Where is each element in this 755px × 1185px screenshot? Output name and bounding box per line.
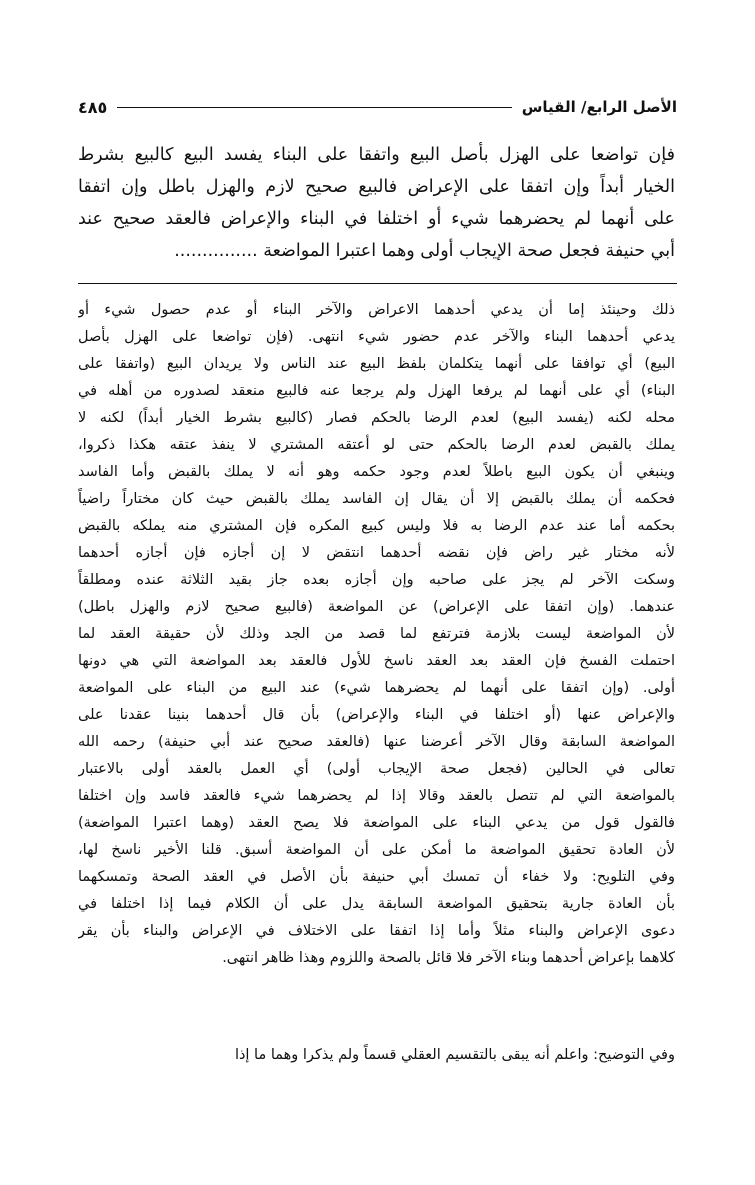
commentary-line: بحكمه أما عند عدم الرضا به فلا وليس كبيع المكره فإن المشتري منه يملكه بالقبض bbox=[78, 518, 675, 534]
commentary-line: ذلك وحينئذ إما أن يدعي أحدهما الاعراض والآخر البناء أو عدم حصول شيء أو bbox=[78, 302, 675, 318]
commentary-line: بالمواضعة التي لم تتصل بالعقد وقالا إذا لم يحضرهما شيء فالعقد فاسد وإن اختلفا bbox=[78, 788, 675, 804]
commentary-line: البناء) أي على أنهما لم يرفعا الهزل ولم يرجعا عنه فالبيع منعقد لصدوره من أهله في bbox=[78, 383, 675, 399]
commentary-line: تعالى في الحالين (فجعل صحة الإيجاب أولى) أي العمل بالعقد أولى بالاعتبار bbox=[78, 761, 675, 777]
commentary-line: يملك بالقبض لعدم الرضا بالحكم حتى لو أعتقه المشتري لا ينفذ عتقه هكذا ذكروا، bbox=[78, 437, 675, 453]
page-number: ٤٨٥ bbox=[78, 97, 108, 117]
running-title: الأصل الرابع/ القياس bbox=[521, 98, 677, 116]
commentary-line: البيع) أي توافقا على أنهما يتكلمان بلفظ البيع عند الناس ولا يريدان البيع (واتفقا على bbox=[78, 356, 675, 372]
commentary-line: فحكمه أن يملك بالقبض إلا أن يقال إن الفاسد يملك بالقبض حيث كان مختاراً راضياً bbox=[78, 491, 675, 507]
commentary-line: كلاهما بإعراض أحدهما وبناء الآخر فلا قائل بالصحة واللزوم وهذا ظاهر انتهى. bbox=[222, 950, 675, 966]
commentary-line: وينبغي أن يكون البيع باطلاً لعدم وجود حكمه وهو أنه لا يملك بالقبض وأما الفاسد bbox=[78, 464, 675, 480]
commentary-line: وسكت الآخر لم يجز على صاحبه وإن أجازه بعده جاز بقيد الثلاثة عنده ومطلقاً bbox=[78, 572, 675, 588]
commentary-line: لأن المواضعة ليست بلازمة فترتفع لما قصد من الجد وذلك لأن حقيقة العقد لما bbox=[78, 626, 675, 642]
commentary-line: لأن العادة تحقيق المواضعة ما أمكن على أن المواضعة أسبق. قلنا الأخير ناسخ لها، bbox=[78, 842, 675, 858]
main-text-line: فإن تواضعا على الهزل بأصل البيع واتفقا على البناء يفسد البيع كالبيع بشرط bbox=[78, 145, 675, 165]
commentary-line: وفي التلويح: ولا خفاء أن تمسك أبي حنيفة بأن الأصل في العقد الصحة وتمسكهما bbox=[78, 869, 675, 885]
commentary-line: وفي التوضيح: واعلم أنه يبقى بالتقسيم العقلي قسماً ولم يذكرا وهما ما إذا bbox=[234, 1047, 675, 1063]
commentary-line: أولى. (وإن اتفقا على أنهما لم يحضرهما شيء) عند البيع من البناء على المواضعة bbox=[78, 680, 675, 696]
main-text-line: الخيار أبداً وإن اتفقا على الإعراض فالبيع صحيح لازم والهزل باطل وإن اتفقا bbox=[78, 177, 675, 197]
page-header bbox=[78, 94, 677, 120]
commentary-line: بأن العادة جارية بتحقيق المواضعة السابقة يدل على أن الكلام فيما إذا اختلفا في bbox=[78, 896, 675, 912]
commentary-line: يدعي أحدهما البناء والآخر عدم حضور شيء انتهى. (فإن تواضعا على الهزل بأصل bbox=[78, 329, 675, 345]
commentary-line: عندهما. (وإن اتفقا على الإعراض) عن المواضعة (فالبيع صحيح لازم والهزل باطل) bbox=[78, 599, 675, 615]
main-text-line: أبي حنيفة فجعل صحة الإيجاب أولى وهما اعتبرا المواضعة ............... bbox=[174, 241, 675, 261]
commentary-line: دعوى الإعراض والبناء مثلاً وأما إذا اتفقا على الاختلاف في الإعراض والبناء بأن يقر bbox=[78, 923, 675, 939]
commentary-line: احتملت الفسخ فإن العقد بعد العقد ناسخ للأول فالعقد بعد المواضعة التي هي دونها bbox=[78, 653, 675, 669]
commentary-line: المواضعة السابقة وقال الآخر أعرضنا عنها (فالعقد صحيح عند أبي حنيفة) رحمه الله bbox=[78, 734, 675, 750]
commentary-line: والإعراض عنها (أو اختلفا في البناء والإعراض) بأن قال أحدهما بنينا عقدنا على bbox=[78, 707, 675, 723]
header-rule bbox=[117, 107, 511, 108]
commentary-line: محله لكنه (يفسد البيع) لعدم الرضا بالحكم فصار (كالبيع بشرط الخيار أبداً) لكنه لا bbox=[78, 410, 675, 426]
commentary-line: فالقول قول من يدعي البناء على المواضعة فلا يصح العقد (وهما اعتبرا المواضعة) bbox=[78, 815, 675, 831]
main-text-line: على أنهما لم يحضرهما شيء أو اختلفا في البناء والإعراض فالعقد صحيح عند bbox=[78, 209, 675, 229]
commentary-line: لأنه مختار غير راض فإن نقضه أحدهما انتقض لا إن أجازه فإن أجازه أحدهما bbox=[78, 545, 675, 561]
footnote-separator bbox=[78, 283, 677, 284]
